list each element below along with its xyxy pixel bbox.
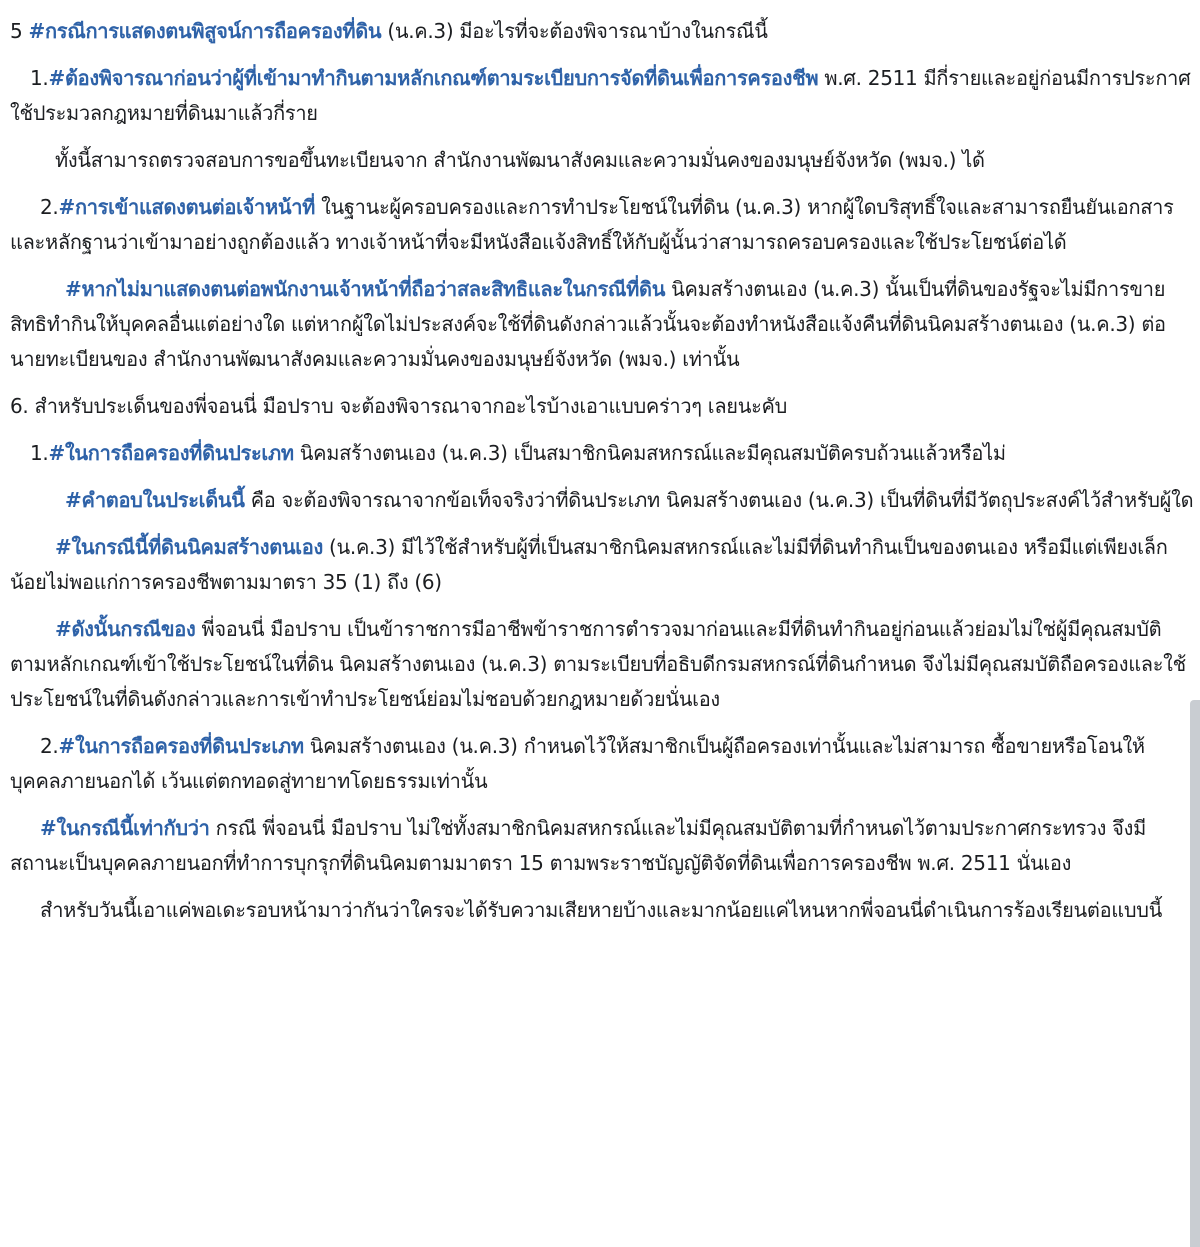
paragraph-5-1 (10, 61, 1195, 131)
hashtag-link[interactable]: #ต้องพิจารณาก่อนว่าผู้ที่เข้ามาทำกินตามหลักเกณฑ์ตามระเบียบการจัดที่ดินเพื่อการครองชีพ (48, 66, 819, 90)
hashtag-link[interactable]: #ในกรณีนี้ที่ดินนิคมสร้างตนเอง (55, 535, 323, 559)
hashtag-link[interactable]: #การเข้าแสดงตนต่อเจ้าหน้าที่ (58, 195, 316, 219)
hashtag-link[interactable]: #ดังนั้นกรณีของ (55, 617, 196, 641)
paragraph-text: สำหรับวันนี้เอาแค่พอเดะรอบหน้ามาว่ากันว่าใครจะได้รับความเสียหายบ้างและมากน้อยแค่ไหนหากพี่จอนนี่ดำเนินการร้องเรียนต่อแบบนี้ (40, 898, 1163, 922)
hashtag-link[interactable]: #คำตอบในประเด็นนี้ (65, 488, 245, 512)
item-number: 1. (30, 441, 49, 465)
paragraph-text: คือ จะต้องพิจารณาจากข้อเท็จจริงว่าที่ดินประเภท นิคมสร้างตนเอง (น.ค.3) เป็นที่ดินที่มีวัตถุประสงค์ไว้สำหรับผู้ใด (244, 488, 1194, 512)
item-number: 2. (40, 195, 59, 219)
paragraph-5-2 (10, 190, 1195, 260)
paragraph-text: ในฐานะผู้ครอบครองและการทำประโยชน์ในที่ดิน (น.ค.3) หากผู้ใดบริสุทธิ์ใจและสามารถยืนยันเอกสารและหลักฐานว่าเข้ามาอย่างถูกต้องแล้ว ทางเจ้าหน้าที่จะมีหนังสือแจ้งสิทธิ์ให้กับผู้นั้นว่าสามารถครอบครองและใช้ประโยชน์ต่อได้ (10, 195, 1174, 254)
paragraph-section-5 (10, 14, 1195, 49)
paragraph-text: ทั้งนี้สามารถตรวจสอบการขอขึ้นทะเบียนจาก สำนักงานพัฒนาสังคมและความมั่นคงของมนุษย์จังหวัด (พมจ.) ได้ (55, 148, 985, 172)
paragraph-6-2 (10, 729, 1195, 799)
item-number: 1. (30, 66, 49, 90)
paragraph-5-1-note (10, 143, 1195, 178)
hashtag-link[interactable]: #หากไม่มาแสดงตนต่อพนักงานเจ้าหน้าที่ถือว่าสละสิทธิและในกรณีที่ดิน (65, 277, 666, 301)
paragraph-text: พ.ศ. 2511 มีกี่รายและอยู่ก่อนมีการประกาศใช้ประมวลกฎหมายที่ดินมาแล้วกี่ราย (10, 66, 1191, 125)
scrollbar[interactable] (1190, 700, 1200, 1247)
item-number: 2. (40, 734, 59, 758)
paragraph-text: กรณี พี่จอนนี่ มือปราบ ไม่ใช่ทั้งสมาชิกนิคมสหกรณ์และไม่มีคุณสมบัติตามที่กำหนดไว้ตามประกาศกระทรวง จึงมีสถานะเป็นบุคคลภายนอกที่ทำการบุกรุกที่ดินนิคมตามมาตรา 15 ตามพระราชบัญญัติจัดที่ดินเพื่อการครองชีพ พ.ศ. 2511 นั่นเอง (10, 816, 1146, 875)
paragraph-text: 6. สำหรับประเด็นของพี่จอนนี่ มือปราบ จะต้องพิจารณาจากอะไรบ้างเอาแบบคร่าวๆ เลยนะคับ (10, 394, 787, 418)
paragraph-text: นิคมสร้างตนเอง (น.ค.3) นั้นเป็นที่ดินของรัฐจะไม่มีการขายสิทธิทำกินให้บุคคลอื่นแต่อย่างใด แต่หากผู้ใดไม่ประสงค์จะใช้ที่ดินดังกล่าวแล้วนั้นจะต้องทำหนังสือแจ้งคืนที่ดินนิคมสร้างตนเอง (น.ค.3) ต่อนายทะเบียนของ สำนักงานพัฒนาสังคมและความมั่นคงของมนุษย์จังหวัด (พมจ.) เท่านั้น (10, 277, 1166, 371)
section-number: 5 (10, 19, 29, 43)
hashtag-link[interactable]: #ในการถือครองที่ดินประเภท (48, 441, 294, 465)
paragraph-text: (น.ค.3) มีไว้ใช้สำหรับผู้ที่เป็นสมาชิกนิคมสหกรณ์และไม่มีที่ดินทำกินเป็นของตนเอง หรือมีแต่เพียงเล็กน้อยไม่พอแก่การครองชีพตามมาตรา 35 (1) ถึง (6) (10, 535, 1168, 594)
hashtag-link[interactable]: #ในกรณีนี้เท่ากับว่า (40, 816, 210, 840)
paragraph-5-2-note (10, 272, 1195, 377)
paragraph-6-1 (10, 436, 1195, 471)
hashtag-link[interactable]: #กรณีการแสดงตนพิสูจน์การถือครองที่ดิน (28, 19, 382, 43)
paragraph-6-1-conclusion (10, 612, 1195, 717)
paragraph-text: (น.ค.3) มีอะไรที่จะต้องพิจารณาบ้างในกรณีนี้ (381, 19, 768, 43)
paragraph-6-1-case (10, 530, 1195, 600)
paragraph-6-1-answer (10, 483, 1195, 518)
paragraph-closing (10, 893, 1195, 928)
paragraph-section-6 (10, 389, 1195, 424)
hashtag-link[interactable]: #ในการถือครองที่ดินประเภท (58, 734, 304, 758)
paragraph-6-2-conclusion (10, 811, 1195, 881)
paragraph-text: พี่จอนนี่ มือปราบ เป็นข้าราชการมีอาชีพข้าราชการตำรวจมาก่อนและมีที่ดินทำกินอยู่ก่อนแล้วย่อมไม่ใช่ผู้มีคุณสมบัติตามหลักเกณฑ์เข้าใช้ประโยชน์ในที่ดิน นิคมสร้างตนเอง (น.ค.3) ตามระเบียบที่อธิบดีกรมสหกรณ์ที่ดินกำหนด จึงไม่มีคุณสมบัติถือครองและใช้ประโยชน์ในที่ดินดังกล่าวและการเข้าทำประโยชน์ย่อมไม่ชอบด้วยกฎหมายด้วยนั่นเอง (10, 617, 1186, 711)
post-body (10, 14, 1195, 940)
paragraph-text: นิคมสร้างตนเอง (น.ค.3) เป็นสมาชิกนิคมสหกรณ์และมีคุณสมบัติครบถ้วนแล้วหรือไม่ (293, 441, 1006, 465)
paragraph-text: นิคมสร้างตนเอง (น.ค.3) กำหนดไว้ให้สมาชิกเป็นผู้ถือครองเท่านั้นและไม่สามารถ ซื้อขายหรือโอนให้บุคคลภายนอกได้ เว้นแต่ตกทอดสู่ทายาทโดยธรรมเท่านั้น (10, 734, 1145, 793)
